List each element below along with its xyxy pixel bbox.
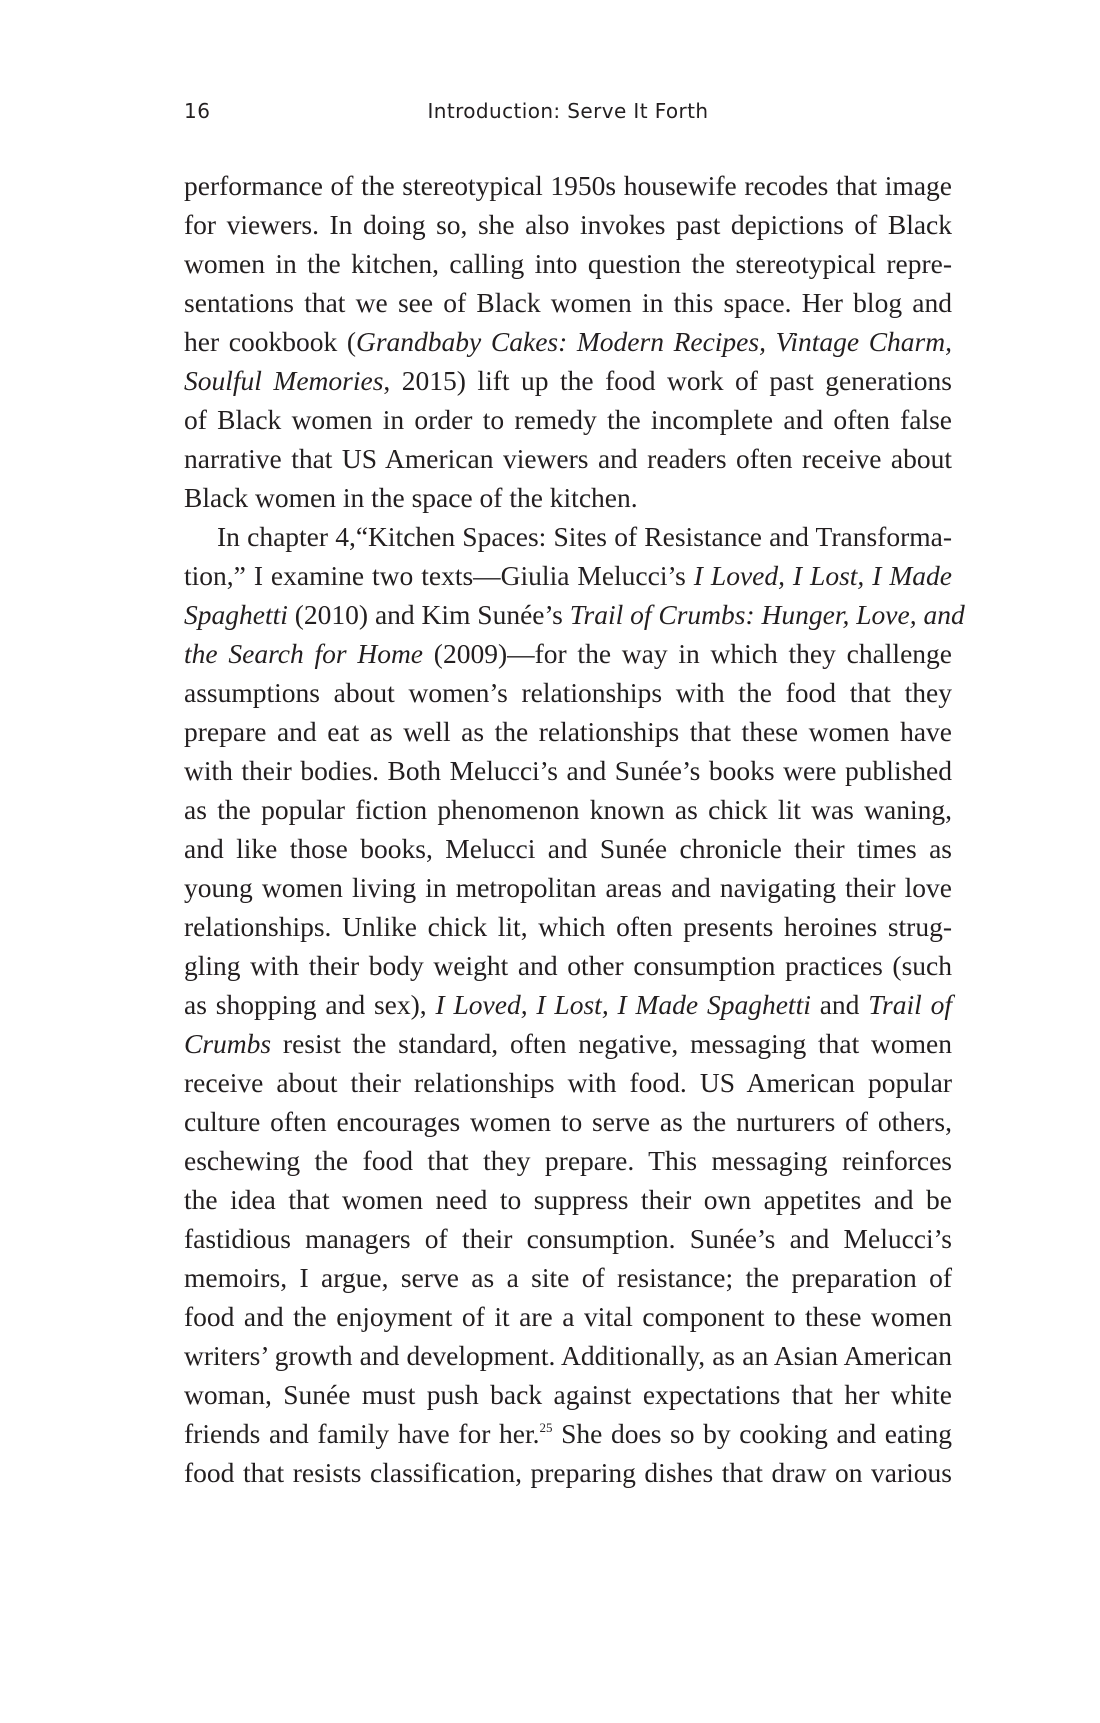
running-head xyxy=(184,96,952,126)
running-title: Introduction: Serve It Forth xyxy=(427,99,709,123)
text-line: narrative that US American viewers and readers often receive about xyxy=(184,443,952,474)
text-line: sentations that we see of Black women in this space. Her blog and xyxy=(184,287,952,318)
text-run: tion,” I examine two texts—Giulia Melucci’s xyxy=(184,560,694,591)
text-line: gling with their body weight and other consumption practices (such xyxy=(184,950,952,981)
footnote-reference[interactable]: 25 xyxy=(539,1420,553,1435)
text-line xyxy=(184,634,952,673)
text-line xyxy=(184,595,965,634)
text-line: memoirs, I argue, serve as a site of resistance; the preparation of xyxy=(184,1262,952,1293)
text-line: for viewers. In doing so, she also invokes past depictions of Black xyxy=(184,209,952,240)
text-run: as shopping and sex), xyxy=(184,989,436,1020)
text-line xyxy=(184,1024,952,1063)
text-run: her cookbook ( xyxy=(184,326,356,357)
text-line: receive about their relationships with food. US American popular xyxy=(184,1067,952,1098)
text-line: assumptions about women’s relationships with the food that they xyxy=(184,677,952,708)
book-title: the Search for Home xyxy=(184,638,424,669)
text-line: fastidious managers of their consumption. Sunée’s and Melucci’s xyxy=(184,1223,952,1254)
book-title: Soulful Memories xyxy=(184,365,384,396)
paragraph xyxy=(184,517,965,1492)
text-line: food that resists classification, preparing dishes that draw on various xyxy=(184,1457,952,1488)
text-line: and like those books, Melucci and Sunée chronicle their times as xyxy=(184,833,952,864)
text-line: food and the enjoyment of it are a vital component to these women xyxy=(184,1301,952,1332)
text-line: as the popular fiction phenomenon known as chick lit was waning, xyxy=(184,794,952,825)
text-line: with their bodies. Both Melucci’s and Sunée’s books were published xyxy=(184,755,952,786)
page-number: 16 xyxy=(184,99,211,123)
text-line: women in the kitchen, calling into question the stereotypical repre- xyxy=(184,248,952,279)
text-line: writers’ growth and development. Additionally, as an Asian American xyxy=(184,1340,952,1371)
book-title: Grandbaby Cakes: Modern Recipes, Vintage Charm, xyxy=(356,326,952,357)
book-title: I Loved, I Lost, I Made Spaghetti xyxy=(435,989,811,1020)
book-title: Spaghetti xyxy=(184,599,288,630)
text-run: resist the standard, often negative, messaging that women xyxy=(271,1028,952,1059)
text-line: Black women in the space of the kitchen. xyxy=(184,482,638,513)
text-line xyxy=(184,1414,952,1453)
book-title: Trail of Crumbs: Hunger, Love, and xyxy=(569,599,965,630)
text-line: In chapter 4,“Kitchen Spaces: Sites of Resistance and Transforma- xyxy=(217,521,952,552)
text-line: woman, Sunée must push back against expectations that her white xyxy=(184,1379,952,1410)
text-line xyxy=(184,322,952,361)
text-run: and xyxy=(810,989,869,1020)
paragraph xyxy=(184,166,952,517)
text-line: of Black women in order to remedy the incomplete and often false xyxy=(184,404,952,435)
text-line: young women living in metropolitan areas and navigating their love xyxy=(184,872,952,903)
text-line xyxy=(184,361,952,400)
book-title: Crumbs xyxy=(184,1028,272,1059)
text-line: performance of the stereotypical 1950s housewife recodes that image xyxy=(184,170,952,201)
text-line: prepare and eat as well as the relationships that these women have xyxy=(184,716,952,747)
text-run: (2010) and Kim Sunée’s xyxy=(287,599,570,630)
book-title: Trail of xyxy=(868,989,952,1020)
text-line xyxy=(184,985,952,1024)
body-text xyxy=(184,166,965,1492)
text-line xyxy=(184,556,952,595)
text-line: eschewing the food that they prepare. This messaging reinforces xyxy=(184,1145,952,1176)
book-title: I Loved, I Lost, I Made xyxy=(693,560,952,591)
text-line: the idea that women need to suppress their own appetites and be xyxy=(184,1184,952,1215)
text-line: culture often encourages women to serve as the nurturers of others, xyxy=(184,1106,952,1137)
text-run: She does so by cooking and eating xyxy=(552,1418,952,1449)
text-line: relationships. Unlike chick lit, which often presents heroines strug- xyxy=(184,911,952,942)
text-run: (2009)—for the way in which they challenge xyxy=(423,638,952,669)
text-run: , 2015) lift up the food work of past generations xyxy=(383,365,952,396)
text-run: friends and family have for her. xyxy=(184,1418,540,1449)
